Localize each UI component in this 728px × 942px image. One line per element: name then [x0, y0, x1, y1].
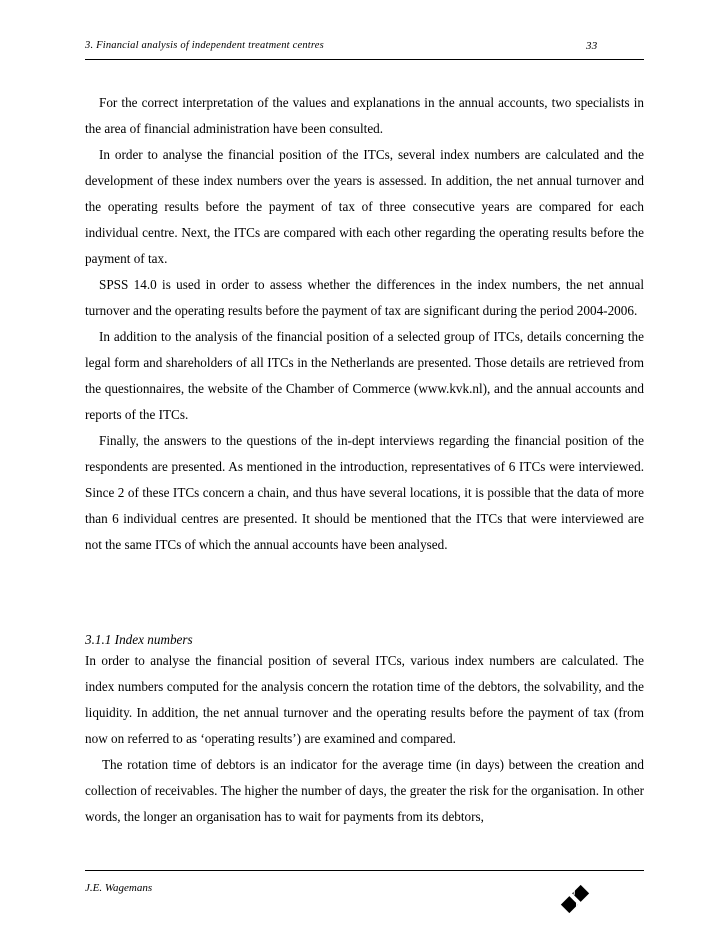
- running-header-title: 3. Financial analysis of independent treatment centres: [85, 40, 324, 51]
- running-header: [85, 40, 645, 58]
- header-divider: [85, 59, 644, 60]
- logo-letter-u: U: [569, 889, 576, 898]
- paragraph: For the correct interpretation of the values and explanations in the annual accounts, two specialists in the area of financial administration have been consulted.: [85, 95, 644, 136]
- page-number: 33: [586, 40, 598, 52]
- paragraph: In order to analyse the financial position of several ITCs, various index numbers are calculated. The index numbers computed for the analysis concern the rotation time of the debtors, the solvability, and the liquidity. In addition, the net annual turnover and the operating results before the payment of tax (from now on referred to as ‘operating results’) are examined and compared.: [85, 653, 644, 746]
- intro-text: [85, 90, 644, 558]
- university-maastricht-logo-icon: [560, 884, 590, 914]
- paragraph: In addition to the analysis of the financial position of a selected group of ITCs, details concerning the legal form and shareholders of all ITCs in the Netherlands are presented. Those details are retrieved from the questionnaires, the website of the Chamber of Commerce (www.kvk.nl), and the annual accounts and reports of the ITCs.: [85, 329, 644, 422]
- paragraph: In order to analyse the financial position of the ITCs, several index numbers are calculated and the development of these index numbers over the years is assessed. In addition, the net annual turnover and the operating results before the payment of tax of three consecutive years are compared for each individual centre. Next, the ITCs are compared with each other regarding the operating results before the payment of tax.: [85, 147, 644, 266]
- logo-letter-m: M: [575, 902, 583, 911]
- footer-divider: [85, 870, 644, 871]
- section-text: [85, 648, 644, 830]
- paragraph: SPSS 14.0 is used in order to assess whether the differences in the index numbers, the net annual turnover and the operating results before the payment of tax are significant during the period 2004-2006.: [85, 277, 644, 318]
- paragraph: Finally, the answers to the questions of the in-dept interviews regarding the financial position of the respondents are presented. As mentioned in the introduction, representatives of 6 ITCs were interviewed. Since 2 of these ITCs concern a chain, and thus have several locations, it is possible that the data of more than 6 individual centres are presented. It should be mentioned that the ITCs that were interviewed are not the same ITCs of which the annual accounts have been analysed.: [85, 433, 644, 552]
- paragraph: The rotation time of debtors is an indicator for the average time (in days) between the creation and collection of receivables. The higher the number of days, the greater the risk for the organisation. In other words, the longer an organisation has to wait for payments from its debtors,: [85, 757, 644, 824]
- footer-author: J.E. Wagemans: [85, 882, 153, 894]
- section-heading: 3.1.1 Index numbers: [85, 632, 193, 647]
